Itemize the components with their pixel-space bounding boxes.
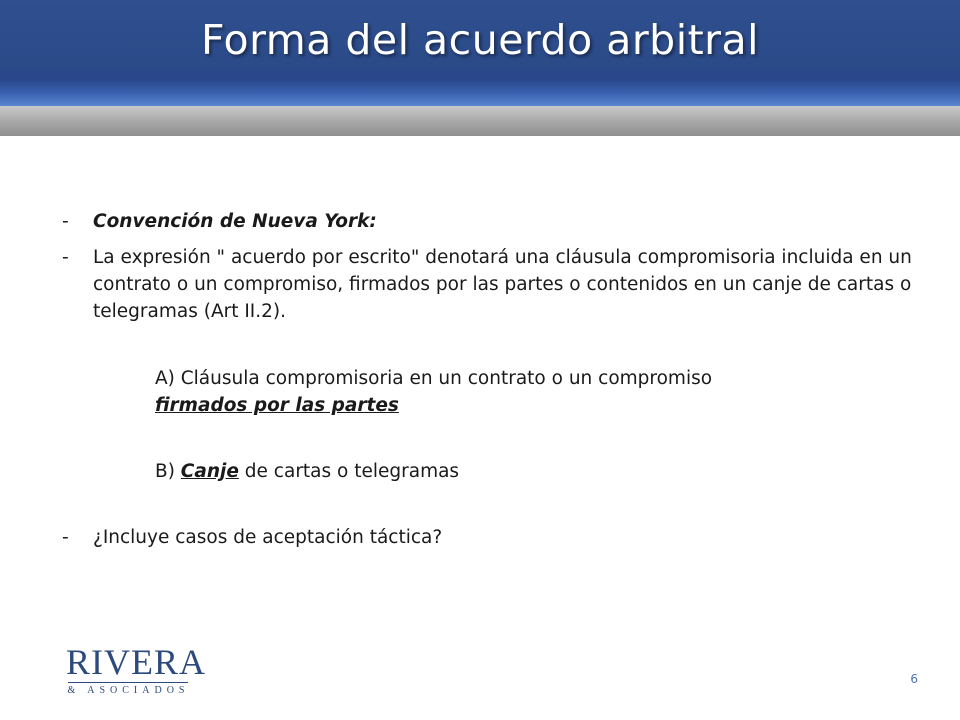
company-logo (66, 642, 206, 696)
sub-item-b-prefix: B) (155, 461, 181, 482)
sub-item-a-text: A) Cláusula compromisoria en un contrato o un compromiso (155, 368, 713, 389)
logo-subtitle: & ASOCIADOS (67, 685, 190, 696)
sub-item-a-emphasis: firmados por las partes (155, 395, 399, 416)
bullet-text: ¿Incluye casos de aceptación táctica? (93, 527, 443, 548)
sub-item-a (62, 365, 922, 419)
bullet-text: La expresión " acuerdo por escrito" denotará una cláusula compromisoria incluida en un contrato o un compromiso, firmados por las partes o contenidos en un canje de cartas o telegramas (Art II.2). (93, 247, 912, 322)
sub-item-b (62, 458, 922, 485)
sub-item-b-emphasis: Canje (180, 461, 239, 482)
header-divider-band (0, 106, 960, 136)
logo-name: RIVERA (66, 642, 206, 682)
bullet-dash: - (62, 211, 69, 232)
page-number: 6 (910, 672, 918, 686)
bullet-dash: - (62, 247, 69, 268)
bullet-definition (62, 244, 922, 325)
title-bar (0, 0, 960, 106)
bullet-dash: - (62, 527, 69, 548)
bullet-convention (62, 208, 922, 235)
sub-item-b-suffix: de cartas o telegramas (238, 461, 460, 482)
logo-divider (68, 682, 188, 683)
bullet-question (62, 524, 922, 551)
slide-title: Forma del acuerdo arbitral (200, 16, 760, 64)
slide-body (62, 208, 922, 551)
bullet-text: Convención de Nueva York: (93, 211, 377, 232)
